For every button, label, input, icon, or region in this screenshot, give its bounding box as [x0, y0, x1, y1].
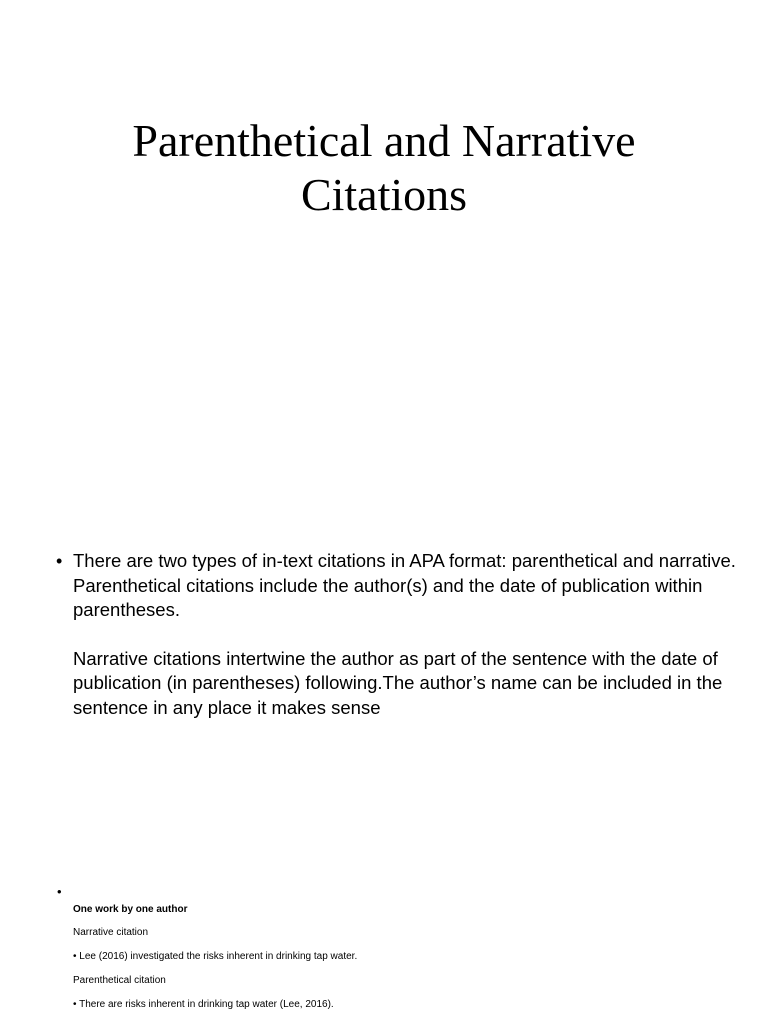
parenthetical-citation-label: Parenthetical citation [73, 975, 166, 986]
empty-bullet-icon: • [57, 884, 62, 899]
slide-title-line-2: Citations [300, 169, 468, 220]
examples-heading: One work by one author [73, 904, 188, 915]
bullet-text [73, 549, 746, 720]
narrative-citation-paragraph: Narrative citations intertwine the author as part of the sentence with the date of publication (in parentheses) following.The author’s name can be included in the sentence in any place it makes sense [73, 647, 723, 718]
slide-title [0, 114, 768, 222]
narrative-citation-example: • Lee (2016) investigated the risks inherent in drinking tap water. [73, 951, 358, 962]
bullet-icon: • [56, 551, 63, 571]
narrative-citation-label: Narrative citation [73, 927, 149, 938]
bullet-list-item [56, 549, 746, 720]
parenthetical-citation-example: • There are risks inherent in drinking tap water (Lee, 2016). [73, 999, 334, 1010]
citation-types-paragraph: There are two types of in-text citations in APA format: parenthetical and narrative. Parenthetical citations include the author(s) and the date of publication within parentheses. [73, 550, 736, 620]
slide-title-line-1: Parenthetical and Narrative [132, 115, 636, 166]
